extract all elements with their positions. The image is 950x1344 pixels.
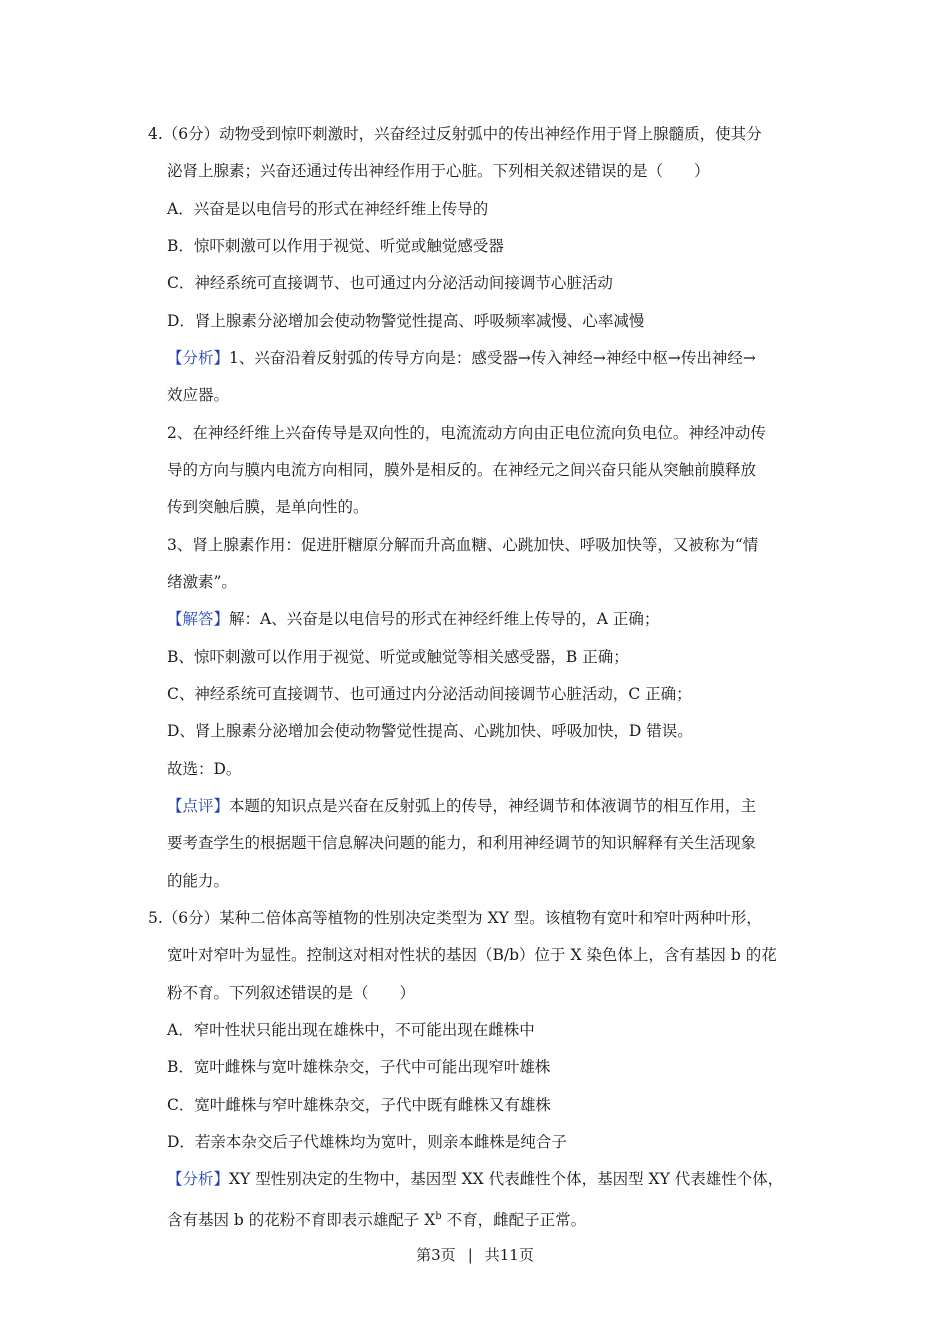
q4-comment-text-1: 本题的知识点是兴奋在反射弧上的传导，神经调节和体液调节的相互作用，主: [229, 797, 757, 815]
q4-comment-line-2: 要考查学生的根据题干信息解决问题的能力，和利用神经调节的知识解释有关生活现象: [167, 834, 757, 852]
analysis-tag: 【分析】: [167, 349, 230, 367]
q5-option-d: D．若亲本杂交后子代雄株均为宽叶，则亲本雌株是纯合子: [167, 1133, 567, 1151]
q5-analysis-text-1: XY 型性别决定的生物中，基因型 XX 代表雌性个体，基因型 XY 代表雄性个体，: [229, 1170, 784, 1188]
q4-option-c: C．神经系统可直接调节、也可通过内分泌活动间接调节心脏活动: [167, 274, 613, 292]
q4-answer-line-4: D、肾上腺素分泌增加会使动物警觉性提高、心跳加快、呼吸加快，D 错误。: [167, 722, 693, 740]
q4-option-b: B．惊吓刺激可以作用于视觉、听觉或触觉感受器: [167, 237, 504, 255]
q5-analysis-superscript: b: [435, 1211, 442, 1222]
q5-analysis-text-2-pre: 含有基因 b 的花粉不育即表示雄配子 X: [167, 1211, 436, 1230]
q4-comment-line-3: 的能力。: [167, 872, 230, 890]
q4-option-d: D．肾上腺素分泌增加会使动物警觉性提高、呼吸频率减慢、心率减慢: [167, 312, 645, 330]
page-footer: [0, 1245, 950, 1265]
comment-tag: 【点评】: [167, 797, 230, 815]
q5-stem-line-3: 粉不育。下列叙述错误的是（ ）: [167, 984, 416, 1002]
q4-analysis-line-2: 效应器。: [167, 386, 230, 404]
q5-analysis-line-2: [167, 1207, 586, 1230]
q4-analysis-line-1: [167, 348, 756, 368]
q4-stem-line-2: 泌肾上腺素；兴奋还通过传出神经作用于心脏。下列相关叙述错误的是（ ）: [167, 162, 710, 180]
q5-option-c: C．宽叶雌株与窄叶雄株杂交，子代中既有雌株又有雄株: [167, 1096, 551, 1114]
q5-option-b: B．宽叶雌株与宽叶雄株杂交，子代中可能出现窄叶雄株: [167, 1058, 551, 1076]
q4-analysis-line-5: 传到突触后膜，是单向性的。: [167, 498, 369, 516]
q5-stem-line-2: 宽叶对窄叶为显性。控制这对相对性状的基因（B/b）位于 X 染色体上，含有基因 b 的花: [167, 946, 777, 964]
q4-answer-line-1: [167, 609, 659, 629]
q4-analysis-line-4: 导的方向与膜内电流方向相同，膜外是相反的。在神经元之间兴奋只能从突触前膜释放: [167, 461, 757, 479]
q4-option-a: A．兴奋是以电信号的形式在神经纤维上传导的: [167, 200, 489, 218]
q4-analysis-text-1: 1、兴奋沿着反射弧的传导方向是：感受器→传入神经→神经中枢→传出神经→: [229, 349, 756, 367]
q4-answer-line-2: B、惊吓刺激可以作用于视觉、听觉或触觉等相关感受器，B 正确；: [167, 648, 629, 666]
q5-stem-line-1: 5.（6分）某种二倍体高等植物的性别决定类型为 XY 型。该植物有宽叶和窄叶两种叶形，: [148, 909, 762, 927]
footer-separator: |: [467, 1246, 473, 1264]
q5-analysis-line-1: [167, 1169, 783, 1189]
page-number: 第3页: [416, 1246, 456, 1264]
q4-analysis-line-3: 2、在神经纤维上兴奋传导是双向性的，电流流动方向由正电位流向负电位。神经冲动传: [167, 424, 766, 442]
q4-analysis-line-7: 绪激素”。: [167, 573, 237, 591]
q5-option-a: A．窄叶性状只能出现在雄株中，不可能出现在雌株中: [167, 1021, 535, 1039]
q5-analysis-text-2-post: 不育，雌配子正常。: [441, 1211, 587, 1230]
q4-answer-line-5: 故选：D。: [167, 760, 242, 778]
q4-stem-line-1: 4.（6分）动物受到惊吓刺激时，兴奋经过反射弧中的传出神经作用于肾上腺髓质，使其分: [148, 125, 762, 143]
page-total: 共11页: [484, 1246, 534, 1264]
answer-tag: 【解答】: [167, 610, 230, 628]
q4-analysis-line-6: 3、肾上腺素作用：促进肝糖原分解而升高血糖、心跳加快、呼吸加快等，又被称为“情: [167, 536, 759, 554]
q4-comment-line-1: [167, 796, 756, 816]
q4-answer-line-3: C、神经系统可直接调节、也可通过内分泌活动间接调节心脏活动，C 正确；: [167, 685, 692, 703]
analysis-tag: 【分析】: [167, 1170, 230, 1188]
q4-answer-text-1: 解：A、兴奋是以电信号的形式在神经纤维上传导的，A 正确；: [229, 610, 660, 628]
